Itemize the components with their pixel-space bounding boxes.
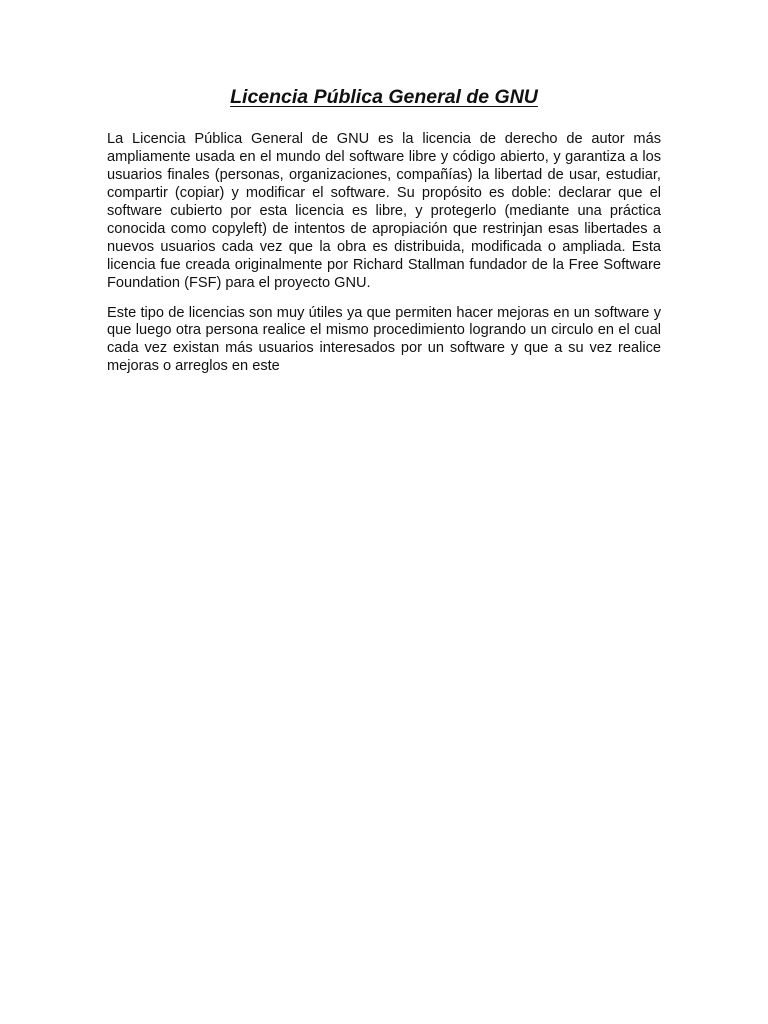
document-title: Licencia Pública General de GNU	[230, 86, 538, 108]
paragraph-benefits: Este tipo de licencias son muy útiles ya que permiten hacer mejoras en un software y que luego otra persona realice el mismo procedimiento logrando un circulo en el cual cada vez existan más usuarios interesados por un software y que a su vez realice mejoras o arreglos en este	[107, 304, 661, 375]
paragraph-intro: La Licencia Pública General de GNU es la licencia de derecho de autor más ampliamente usada en el mundo del software libre y código abierto, y garantiza a los usuarios finales (personas, organizaciones, compañías) la libertad de usar, estudiar, compartir (copiar) y modificar el software. Su propósito es doble: declarar que el software cubierto por esta licencia es libre, y protegerlo (mediante una práctica conocida como copyleft) de intentos de apropiación que restrinjan esas libertades a nuevos usuarios cada vez que la obra es distribuida, modificada o ampliada. Esta licencia fue creada originalmente por Richard Stallman fundador de la Free Software Foundation (FSF) para el proyecto GNU.	[107, 131, 661, 291]
